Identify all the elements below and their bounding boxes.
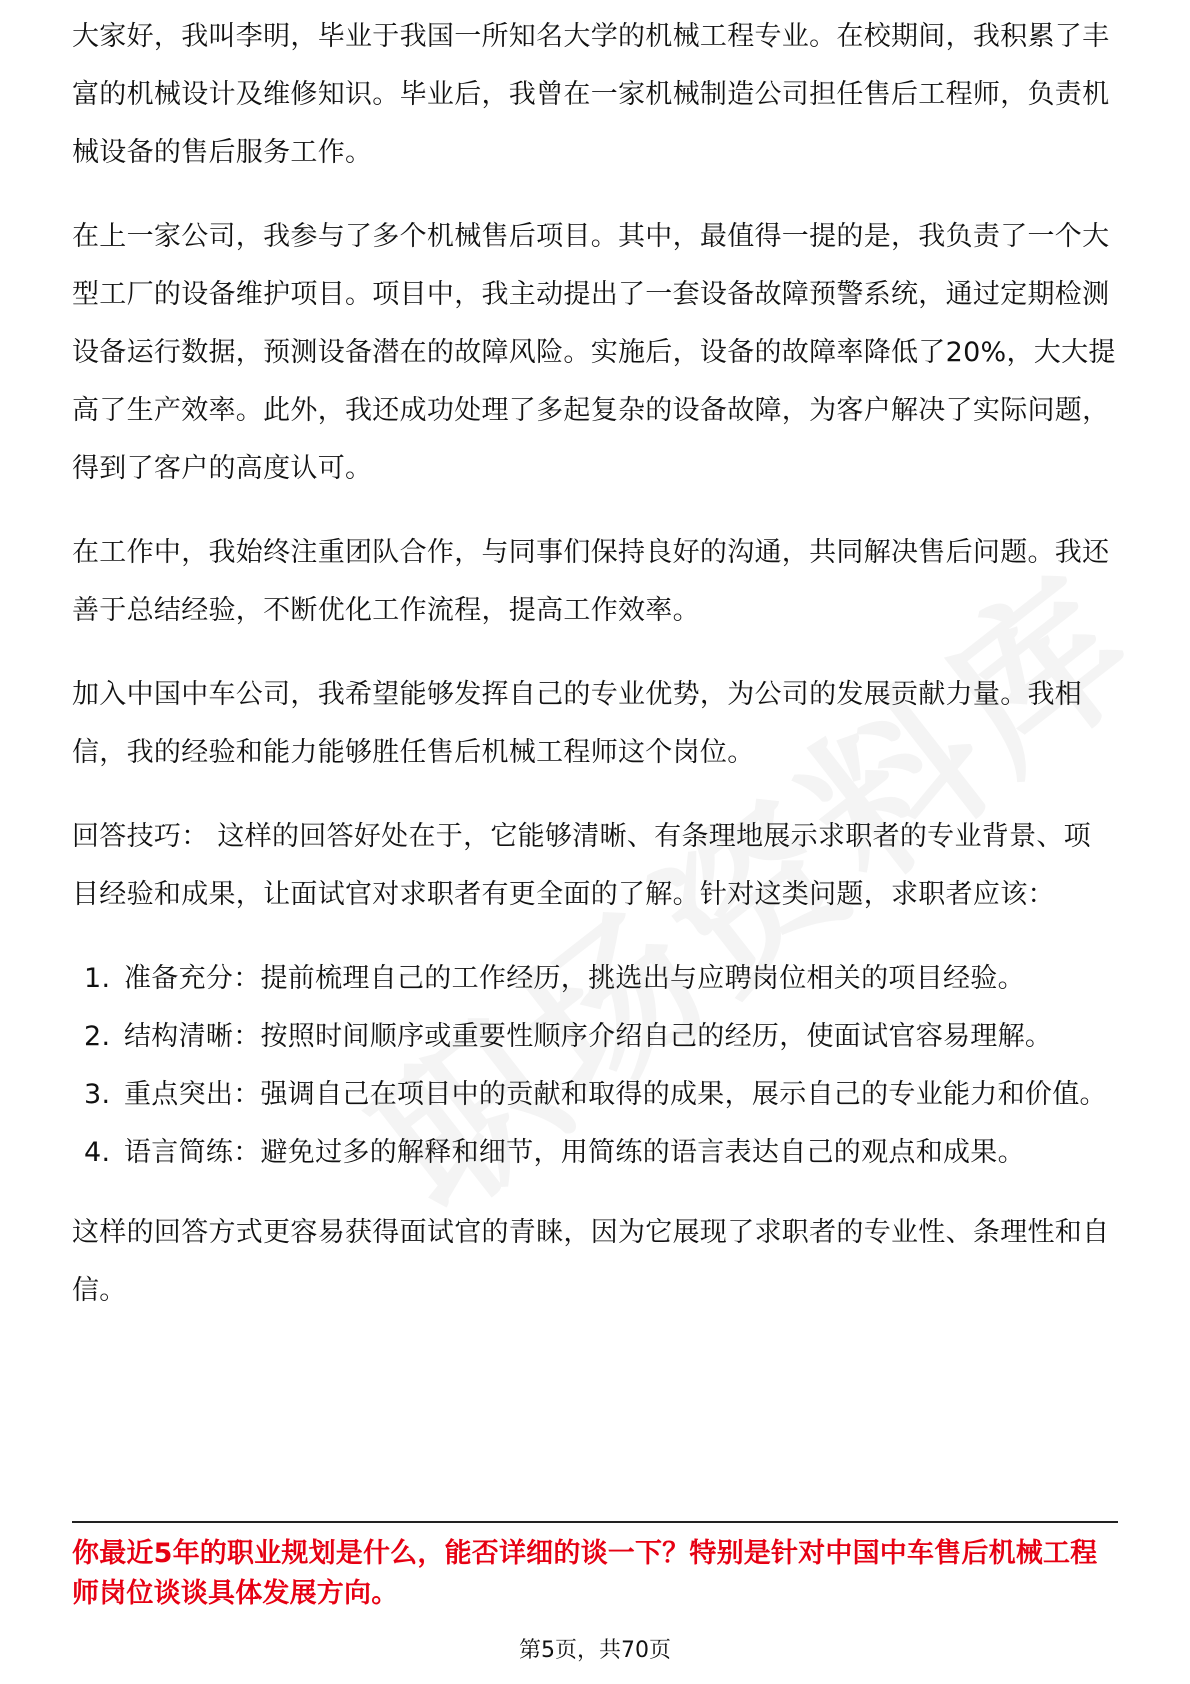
list-item: [72, 950, 1118, 1008]
list-text: 结构清晰：按照时间顺序或重要性顺序介绍自己的经历，使面试官容易理解。: [124, 1021, 1053, 1052]
list-item: [72, 1066, 1118, 1124]
list-number: 1.: [84, 963, 111, 994]
list-number: 2.: [84, 1021, 111, 1052]
paragraph-tips-intro: 回答技巧： 这样的回答好处在于，它能够清晰、有条理地展示求职者的专业背景、项目经验和成果，让面试官对求职者有更全面的了解。针对这类问题，求职者应该：: [72, 821, 1091, 910]
list-text: 准备充分：提前梳理自己的工作经历，挑选出与应聘岗位相关的项目经验。: [124, 963, 1025, 994]
list-text: 重点突出：强调自己在项目中的贡献和取得的成果，展示自己的专业能力和价值。: [124, 1079, 1107, 1110]
paragraph-intro: 大家好，我叫李明，毕业于我国一所知名大学的机械工程专业。在校期间，我积累了丰富的机械设计及维修知识。毕业后，我曾在一家机械制造公司担任售后工程师，负责机械设备的售后服务工作。: [72, 21, 1110, 168]
paragraph-teamwork: 在工作中，我始终注重团队合作，与同事们保持良好的沟通，共同解决售后问题。我还善于总结经验，不断优化工作流程，提高工作效率。: [72, 537, 1110, 626]
list-number: 3.: [84, 1079, 111, 1110]
list-item: [72, 1124, 1118, 1182]
list-text: 语言简练：避免过多的解释和细节，用简练的语言表达自己的观点和成果。: [124, 1137, 1025, 1168]
list-item: [72, 1008, 1118, 1066]
tips-list: [72, 950, 1118, 1182]
page-number-footer: 第5页，共70页: [519, 1638, 671, 1663]
list-number: 4.: [84, 1137, 111, 1168]
section-divider: [72, 1521, 1118, 1523]
answer-body: [72, 22, 1118, 1346]
paragraph-motivation: 加入中国中车公司，我希望能够发挥自己的专业优势，为公司的发展贡献力量。我相信，我的经验和能力能够胜任售后机械工程师这个岗位。: [72, 679, 1083, 768]
next-question-heading: 你最近5年的职业规划是什么，能否详细的谈一下？特别是针对中国中车售后机械工程师岗位谈谈具体发展方向。: [72, 1538, 1098, 1609]
paragraph-project: 在上一家公司，我参与了多个机械售后项目。其中，最值得一提的是，我负责了一个大型工厂的设备维护项目。项目中，我主动提出了一套设备故障预警系统，通过定期检测设备运行数据，预测设备潜在的故障风险。实施后，设备的故障率降低了20%，大大提高了生产效率。此外，我还成功处理了多起复杂的设备故障，为客户解决了实际问题，得到了客户的高度认可。: [72, 221, 1116, 484]
paragraph-closing: 这样的回答方式更容易获得面试官的青睐，因为它展现了求职者的专业性、条理性和自信。: [72, 1217, 1110, 1306]
